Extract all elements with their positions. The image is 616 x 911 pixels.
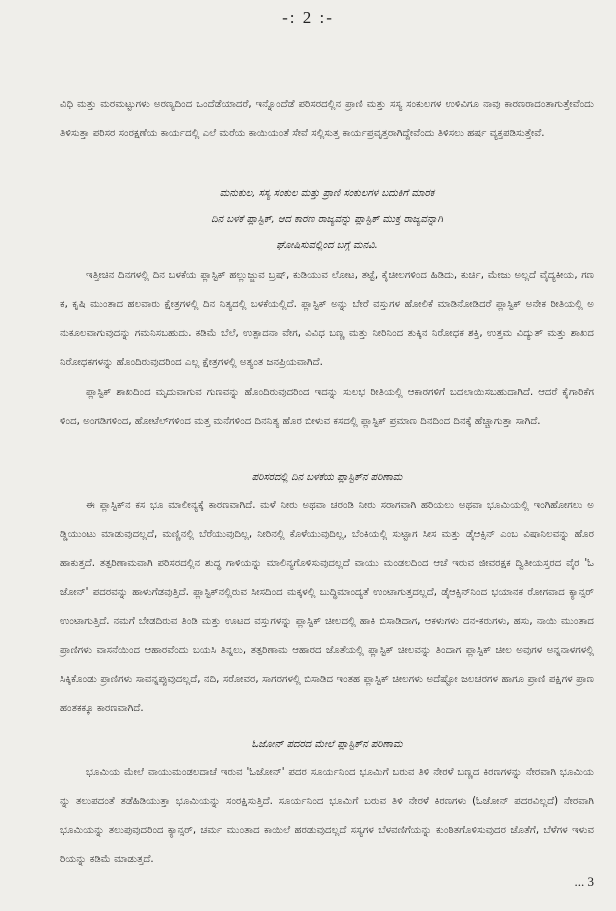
paragraph-environment-effect: ಈ ಪ್ಲಾಸ್ಟಿಕ್‌ನ ಕಸ ಭೂ ಮಾಲೀನ್ಯಕ್ಕೆ ಕಾರಣವಾಗಿದೆ. ಮಳೆ ನೀರು ಅಥವಾ ಚರಂಡಿ ನೀರು ಸರಾಗವಾಗಿ ಹರಿಯಲು ಅಥವಾ ಭೂಮಿಯಲ್ಲಿ ಇಂಗಿಹೋಗಲು ಅಡ್ಡಿಯುಂಟು ಮಾಡುವುದಲ್ಲದೆ, ಮಣ್ಣಿನಲ್ಲಿ ಬೆರೆಯುವುದಿಲ್ಲ, ನೀರಿನಲ್ಲಿ ಕೊಳೆಯುವುದಿಲ್ಲ, ಬೆಂಕಿಯಲ್ಲಿ ಸುಟ್ಟಾಗ ಸೀಸ ಮತ್ತು ಡೈಆಕ್ಸಿನ್ ಎಂಬ ವಿಷಾನಿಲವನ್ನು ಹೊರ ಹಾಕುತ್ತದೆ. ತತ್ಪರಿಣಾಮವಾಗಿ ಪರಿಸರದಲ್ಲಿನ ಶುದ್ಧ ಗಾಳಿಯನ್ನು ಮಾಲಿನ್ಯಗೊಳಿಸುವುದಲ್ಲದೆ ವಾಯು ಮಂಡಲದಿಂದ ಆಚೆ ಇರುವ ಜೀವರಕ್ಷಕ ದ್ವಿತೀಯಸ್ತರದ ವೈರ 'ಓಜೋನ್' ಪದರವನ್ನು ಹಾಳುಗೆಡವುತ್ತಿದೆ. ಪ್ಲಾಸ್ಟಿಕ್‌ನಲ್ಲಿರುವ ಸೀಸದಿಂದ ಮಕ್ಕಳಲ್ಲಿ ಬುದ್ಧಿಮಾಂದ್ಯತೆ ಉಂಟಾಗುತ್ತದಲ್ಲದೆ, ಡೈಆಕ್ಸಿನ್‌ನಿಂದ ಭಯಾನಕ ರೋಗವಾದ ಕ್ಯಾನ್ಸರ್ ಉಂಟಾಗುತ್ತಿದೆ. ನಮಗೆ ಬೇಡದಿರುವ ತಿಂಡಿ ಮತ್ತು ಊಟದ ವಸ್ತುಗಳನ್ನು ಪ್ಲಾಸ್ಟಿಕ್ ಚೀಲದಲ್ಲಿ ಹಾಕಿ ಬಿಸಾಡಿದಾಗ, ಆಕಳುಗಳು ದನ-ಕರುಗಳು, ಹಸು, ನಾಯಿ ಮುಂತಾದ ಪ್ರಾಣಿಗಳು ವಾಸನೆಯಿಂದ ಆಹಾರವೆಂದು ಬಯಸಿ ತಿನ್ನಲು, ತತ್ಪರಿಣಾಮ ಆಹಾರದ ಜೊತೆಯಲ್ಲಿ ಪ್ಲಾಸ್ಟಿಕ್ ಚೀಲವನ್ನು ತಿಂದಾಗ ಪ್ಲಾಸ್ಟಿಕ್ ಚೀಲ ಅವುಗಳ ಅನ್ನನಾಳಗಳಲ್ಲಿ ಸಿಕ್ಕಿಕೊಂಡು ಪ್ರಾಣಿಗಳು ಸಾವನ್ನಪ್ಪುವುದಲ್ಲದೆ, ನದಿ, ಸರೋವರ, ಸಾಗರಗಳಲ್ಲಿ ಬಿಸಾಡಿದ ಇಂತಹ ಪ್ಲಾಸ್ಟಿಕ್ ಚೀಲಗಳು ಅದೆಷ್ಟೋ ಜಲಚರಗಳ ಹಾಗೂ ಪ್ರಾಣಿ ಪಕ್ಷಿಗಳ ಪ್ರಾಣಹಂತಕಕ್ಕೂ ಕಾರಣವಾಗಿದೆ.	[60, 500, 594, 714]
heading-environment-effect: ಪರಿಸರದಲ್ಲಿ ದಿನ ಬಳಕೆಯ ಪ್ಲಾಸ್ಟಿಕ್‌ನ ಪರಿಣಾಮ	[251, 472, 403, 483]
page-number: -: 2 :-	[282, 8, 334, 27]
heading-appeal-line-2: ದಿನ ಬಳಕೆ ಪ್ಲಾಸ್ಟಿಕ್, ಆದ ಕಾರಣ ರಾಜ್ಯವನ್ನು ಪ್ಲಾಸ್ಟಿಕ್ ಮುಕ್ತ ರಾಜ್ಯವನ್ನಾಗಿ	[211, 214, 443, 225]
continued-marker: ... 3	[574, 874, 594, 889]
paragraph-ozone-effect: ಭೂಮಿಯ ಮೇಲೆ ವಾಯುಮಂಡಲದಾಚೆ ಇರುವ 'ಓಜೋನ್' ಪದರ ಸೂರ್ಯನಿಂದ ಭೂಮಿಗೆ ಬರುವ ತಿಳಿ ನೇರಳೆ ಬಣ್ಣದ ಕಿರಣಗಳನ್ನು ನೇರವಾಗಿ ಭೂಮಿಯನ್ನು ತಲುಪದಂತೆ ತಡೆಹಿಡಿಯುತ್ತಾ ಭೂಮಿಯನ್ನು ಸಂರಕ್ಷಿಸುತ್ತಿದೆ. ಸೂರ್ಯನಿಂದ ಭೂಮಿಗೆ ಬರುವ ತಿಳಿ ನೇರಳೆ ಕಿರಣಗಳು (ಓಜೋನ್ ಪದರವಿಲ್ಲದೆ) ನೇರವಾಗಿ ಭೂಮಿಯನ್ನು ತಲುಪುವುದರಿಂದ ಕ್ಯಾನ್ಸರ್, ಚರ್ಮ ಮುಂತಾದ ಕಾಯಿಲೆ ಹರಡುವುದಲ್ಲದೆ ಸಸ್ಯಗಳ ಬೆಳವಣಿಗೆಯನ್ನು ಕುಂಠಿತಗೊಳಿಸುವುದರ ಜೊತೆಗೆ, ಬೆಳೆಗಳ ಇಳುವರಿಯನ್ನು ಕಡಿಮೆ ಮಾಡುತ್ತದೆ.	[60, 767, 594, 865]
heading-appeal-line-3: ಘೋಷಿಸುವಲ್ಲಿಂದ ಬಗ್ಗೆ ಮನವಿ.	[276, 240, 378, 251]
paragraph-intro: ವಿಧಿ ಮತ್ತು ಮರಮಟ್ಟುಗಳು ಅರಣ್ಯದಿಂದ ಒಂದೆಡೆಯಾದರೆ, ಇನ್ನೊಂದೆಡೆ ಪರಿಸರದಲ್ಲಿನ ಪ್ರಾಣಿ ಮತ್ತು ಸಸ್ಯ ಸಂಕುಲಗಳ ಉಳಿವಿಗೂ ನಾವು ಕಾರಣರಾದಂತಾಗುತ್ತೇವೆಂದು ತಿಳಿಸುತ್ತಾ ಪರಿಸರ ಸಂರಕ್ಷಣೆಯ ಕಾರ್ಯದಲ್ಲಿ ಎಲೆ ಮರೆಯ ಕಾಯಿಯಂತೆ ಸೇವೆ ಸಲ್ಲಿಸುತ್ತ ಕಾರ್ಯಪ್ರವೃತ್ತರಾಗಿದ್ದೇವೆಂದು ತಿಳಿಸಲು ಹರ್ಷ ವ್ಯಕ್ತಪಡಿಸುತ್ತೇವೆ.	[60, 99, 594, 139]
paragraph-plastic-usage: ಇತ್ತೀಚಿನ ದಿನಗಳಲ್ಲಿ ದಿನ ಬಳಕೆಯ ಪ್ಲಾಸ್ಟಿಕ್ ಹಲ್ಲುಜ್ಜುವ ಬ್ರಷ್, ಕುಡಿಯುವ ಲೋಟ, ತಟ್ಟೆ, ಕೈಚೀಲಗಳಿಂದ ಹಿಡಿದು, ಕುರ್ಚಿ, ಮೇಜು ಅಲ್ಲದೆ ವೈದ್ಯಕೀಯ, ಗಣಕ, ಕೃಷಿ ಮುಂತಾದ ಹಲವಾರು ಕ್ಷೇತ್ರಗಳಲ್ಲಿ ದಿನ ನಿತ್ಯದಲ್ಲಿ ಬಳಕೆಯಲ್ಲಿದೆ. ಪ್ಲಾಸ್ಟಿಕ್ ಅನ್ನು ಬೇರೆ ವಸ್ತುಗಳ ಹೋಲಿಕೆ ಮಾಡಿನೋಡಿದರೆ ಪ್ಲಾಸ್ಟಿಕ್ ಅನೇಕ ರೀತಿಯಲ್ಲಿ ಅನುಕೂಲವಾಗುವುದನ್ನು ಗಮನಿಸಬಹುದು. ಕಡಿಮೆ ಬೆಲೆ, ಉತ್ಪಾದನಾ ವೇಗ, ವಿವಿಧ ಬಣ್ಣ ಮತ್ತು ನೀರಿನಿಂದ ತುಕ್ಕಿನ ನಿರೋಧಕ ಶಕ್ತಿ, ಉತ್ತಮ ವಿದ್ಯುತ್ ಮತ್ತು ಶಾಖದ ನಿರೋಧಕಗಳನ್ನು ಹೊಂದಿರುವುದರಿಂದ ಎಲ್ಲ ಕ್ಷೇತ್ರಗಳಲ್ಲಿ ಅತ್ಯಂತ ಜನಪ್ರಿಯವಾಗಿದೆ.	[60, 270, 594, 368]
heading-ozone-effect: ಓಜೋನ್ ಪದರದ ಮೇಲೆ ಪ್ಲಾಸ್ಟಿಕ್‌ನ ಪರಿಣಾಮ	[251, 739, 403, 750]
paragraph-plastic-properties: ಪ್ಲಾಸ್ಟಿಕ್ ಶಾಖದಿಂದ ಮೃದುವಾಗುವ ಗುಣವನ್ನು ಹೊಂದಿರುವುದರಿಂದ ಇದನ್ನು ಸುಲಭ ರೀತಿಯಲ್ಲಿ ಆಕಾರಗಳಿಗೆ ಬದಲಾಯಿಸಬಹುದಾಗಿದೆ. ಆದರೆ ಕೈಗಾರಿಕೆಗಳಿಂದ, ಅಂಗಡಿಗಳಿಂದ, ಹೋಟೆಲ್‌ಗಳಿಂದ ಮತ್ತ ಮನೆಗಳಿಂದ ದಿನನಿತ್ಯ ಹೊರ ಬೀಳುವ ಕಸದಲ್ಲಿ ಪ್ಲಾಸ್ಟಿಕ್ ಪ್ರಮಾಣ ದಿನದಿಂದ ದಿನಕ್ಕೆ ಹೆಚ್ಚಾಗುತ್ತಾ ಸಾಗಿದೆ.	[60, 387, 594, 427]
heading-appeal-line-1: ಮನುಕುಲ, ಸಸ್ಯ ಸಂಕುಲ ಮತ್ತು ಪ್ರಾಣಿ ಸಂಕುಲಗಳ ಬದುಕಿಗೆ ಮಾರಕ	[219, 188, 435, 199]
